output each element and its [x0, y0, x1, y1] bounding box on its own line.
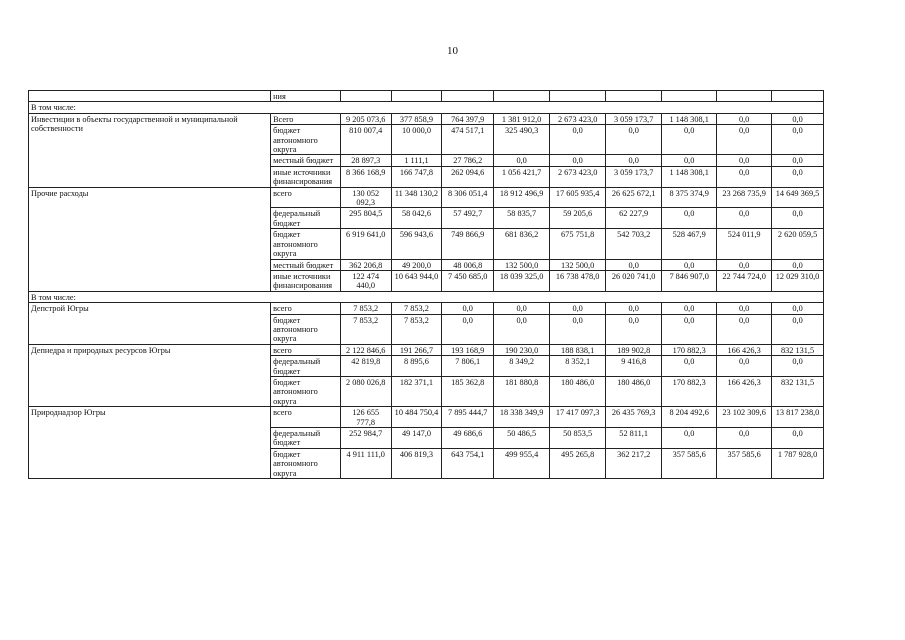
- value-cell: 23 268 735,9: [717, 187, 772, 208]
- value-cell: 7 846 907,0: [662, 270, 717, 291]
- value-cell: 0,0: [772, 314, 824, 344]
- value-cell: 0,0: [717, 303, 772, 314]
- value-cell: 12 029 310,0: [772, 270, 824, 291]
- value-cell: 130 052 092,3: [340, 187, 391, 208]
- value-cell: 9 416,8: [606, 356, 662, 377]
- value-cell: 0,0: [772, 428, 824, 449]
- program-name: Депнедра и природных ресурсов Югры: [29, 344, 271, 406]
- value-cell: 495 265,8: [550, 448, 606, 478]
- value-cell: 189 902,8: [606, 344, 662, 355]
- value-cell: 8 306 051,4: [442, 187, 494, 208]
- value-cell: 170 882,3: [662, 376, 717, 406]
- value-cell: 0,0: [772, 113, 824, 124]
- value-cell: 0,0: [606, 314, 662, 344]
- value-cell: 1 111,1: [391, 155, 442, 166]
- value-cell: 681 836,2: [494, 229, 550, 259]
- value-cell: 16 738 478,0: [550, 270, 606, 291]
- value-cell: 0,0: [494, 303, 550, 314]
- value-cell: 499 955,4: [494, 448, 550, 478]
- value-cell: 0,0: [717, 113, 772, 124]
- value-cell: 357 585,6: [662, 448, 717, 478]
- value-cell: 59 205,6: [550, 208, 606, 229]
- value-cell: 0,0: [550, 125, 606, 155]
- value-cell: 8 366 168,9: [340, 166, 391, 187]
- value-cell: 7 806,1: [442, 356, 494, 377]
- blank-cell: [391, 91, 442, 102]
- value-cell: 50 486,5: [494, 428, 550, 449]
- value-cell: 8 352,1: [550, 356, 606, 377]
- value-cell: 180 486,0: [550, 376, 606, 406]
- value-cell: 50 853,5: [550, 428, 606, 449]
- blank-cell: [29, 91, 271, 102]
- value-cell: 0,0: [550, 303, 606, 314]
- value-cell: 3 059 173,7: [606, 166, 662, 187]
- value-cell: 0,0: [717, 166, 772, 187]
- value-cell: 0,0: [772, 303, 824, 314]
- program-name: Природнадзор Югры: [29, 407, 271, 479]
- value-cell: 7 450 685,0: [442, 270, 494, 291]
- value-cell: 7 853,2: [340, 314, 391, 344]
- value-cell: 22 744 724,0: [717, 270, 772, 291]
- value-cell: 1 381 912,0: [494, 113, 550, 124]
- section-label: В том числе:: [29, 291, 824, 302]
- blank-cell: [550, 91, 606, 102]
- funding-source: федеральный бюджет: [271, 428, 341, 449]
- funding-source: бюджет автономного округа: [271, 376, 341, 406]
- value-cell: 18 039 325,0: [494, 270, 550, 291]
- value-cell: 0,0: [772, 155, 824, 166]
- section-label: В том числе:: [29, 102, 824, 113]
- value-cell: 0,0: [772, 125, 824, 155]
- value-cell: 48 006,8: [442, 259, 494, 270]
- value-cell: 1 148 308,1: [662, 166, 717, 187]
- value-cell: 185 362,8: [442, 376, 494, 406]
- value-cell: 23 102 309,6: [717, 407, 772, 428]
- funding-source: федеральный бюджет: [271, 208, 341, 229]
- value-cell: 0,0: [606, 125, 662, 155]
- value-cell: 0,0: [717, 314, 772, 344]
- value-cell: 26 625 672,1: [606, 187, 662, 208]
- value-cell: 542 703,2: [606, 229, 662, 259]
- value-cell: 357 585,6: [717, 448, 772, 478]
- value-cell: 832 131,5: [772, 344, 824, 355]
- value-cell: 7 895 444,7: [442, 407, 494, 428]
- value-cell: 28 897,3: [340, 155, 391, 166]
- value-cell: 190 230,0: [494, 344, 550, 355]
- value-cell: 0,0: [550, 314, 606, 344]
- value-cell: 2 122 846,6: [340, 344, 391, 355]
- value-cell: 0,0: [662, 314, 717, 344]
- value-cell: 0,0: [662, 208, 717, 229]
- value-cell: 188 838,1: [550, 344, 606, 355]
- value-cell: 0,0: [772, 356, 824, 377]
- value-cell: 193 168,9: [442, 344, 494, 355]
- value-cell: 9 205 073,6: [340, 113, 391, 124]
- funding-source: всего: [271, 303, 341, 314]
- value-cell: 1 148 308,1: [662, 113, 717, 124]
- value-cell: 675 751,8: [550, 229, 606, 259]
- value-cell: 122 474 440,0: [340, 270, 391, 291]
- value-cell: 0,0: [494, 314, 550, 344]
- value-cell: 524 011,9: [717, 229, 772, 259]
- value-cell: 0,0: [662, 155, 717, 166]
- value-cell: 0,0: [717, 356, 772, 377]
- value-cell: 182 371,1: [391, 376, 442, 406]
- value-cell: 596 943,6: [391, 229, 442, 259]
- value-cell: 1 056 421,7: [494, 166, 550, 187]
- blank-cell: [772, 91, 824, 102]
- table-row: [29, 344, 824, 355]
- value-cell: 11 348 130,2: [391, 187, 442, 208]
- funding-source: всего: [271, 344, 341, 355]
- value-cell: 8 204 492,6: [662, 407, 717, 428]
- blank-cell: [606, 91, 662, 102]
- value-cell: 2 673 423,0: [550, 166, 606, 187]
- blank-cell: [717, 91, 772, 102]
- value-cell: 0,0: [717, 259, 772, 270]
- value-cell: 832 131,5: [772, 376, 824, 406]
- value-cell: 191 266,7: [391, 344, 442, 355]
- value-cell: 18 338 349,9: [494, 407, 550, 428]
- funding-source: Всего: [271, 113, 341, 124]
- funding-source: бюджет автономного округа: [271, 125, 341, 155]
- value-cell: 166 426,3: [717, 344, 772, 355]
- blank-cell: [340, 91, 391, 102]
- funding-source: бюджет автономного округа: [271, 448, 341, 478]
- value-cell: 13 817 238,0: [772, 407, 824, 428]
- value-cell: 406 819,3: [391, 448, 442, 478]
- value-cell: 42 819,8: [340, 356, 391, 377]
- value-cell: 0,0: [606, 155, 662, 166]
- value-cell: 27 786,2: [442, 155, 494, 166]
- value-cell: 58 835,7: [494, 208, 550, 229]
- funding-source: местный бюджет: [271, 155, 341, 166]
- value-cell: 57 492,7: [442, 208, 494, 229]
- value-cell: 0,0: [550, 155, 606, 166]
- value-cell: 0,0: [717, 125, 772, 155]
- value-cell: 0,0: [662, 356, 717, 377]
- value-cell: 132 500,0: [494, 259, 550, 270]
- funding-source: всего: [271, 187, 341, 208]
- value-cell: 49 200,0: [391, 259, 442, 270]
- value-cell: 3 059 173,7: [606, 113, 662, 124]
- value-cell: 58 042,6: [391, 208, 442, 229]
- value-cell: 474 517,1: [442, 125, 494, 155]
- program-name: Прочие расходы: [29, 187, 271, 291]
- program-name: Депстрой Югры: [29, 303, 271, 345]
- table-row: [29, 303, 824, 314]
- value-cell: 0,0: [662, 303, 717, 314]
- value-cell: 362 206,8: [340, 259, 391, 270]
- value-cell: 62 227,9: [606, 208, 662, 229]
- value-cell: 0,0: [662, 428, 717, 449]
- blank-cell: [494, 91, 550, 102]
- value-cell: 0,0: [606, 303, 662, 314]
- table-row: [29, 187, 824, 208]
- value-cell: 7 853,2: [391, 314, 442, 344]
- program-name: Инвестиции в объекты государственной и муниципальной собственности: [29, 113, 271, 187]
- value-cell: 0,0: [717, 208, 772, 229]
- value-cell: 528 467,9: [662, 229, 717, 259]
- section-row: [29, 102, 824, 113]
- value-cell: 295 804,5: [340, 208, 391, 229]
- funding-source: всего: [271, 407, 341, 428]
- value-cell: 0,0: [442, 314, 494, 344]
- funding-source: федеральный бюджет: [271, 356, 341, 377]
- table-row: [29, 407, 824, 428]
- value-cell: 0,0: [442, 303, 494, 314]
- value-cell: 10 484 750,4: [391, 407, 442, 428]
- value-cell: 2 673 423,0: [550, 113, 606, 124]
- header-fragment: ния: [271, 91, 341, 102]
- funding-source: иные источники финансирования: [271, 270, 341, 291]
- value-cell: 0,0: [772, 208, 824, 229]
- value-cell: 26 435 769,3: [606, 407, 662, 428]
- value-cell: 17 605 935,4: [550, 187, 606, 208]
- value-cell: 8 349,2: [494, 356, 550, 377]
- value-cell: 126 655 777,8: [340, 407, 391, 428]
- value-cell: 0,0: [662, 259, 717, 270]
- value-cell: 170 882,3: [662, 344, 717, 355]
- value-cell: 7 853,2: [391, 303, 442, 314]
- funding-source: бюджет автономного округа: [271, 314, 341, 344]
- value-cell: 749 866,9: [442, 229, 494, 259]
- value-cell: 2 620 059,5: [772, 229, 824, 259]
- value-cell: 643 754,1: [442, 448, 494, 478]
- blank-cell: [442, 91, 494, 102]
- value-cell: 181 880,8: [494, 376, 550, 406]
- value-cell: 132 500,0: [550, 259, 606, 270]
- section-row: [29, 291, 824, 302]
- funding-source: местный бюджет: [271, 259, 341, 270]
- value-cell: 0,0: [717, 155, 772, 166]
- value-cell: 1 787 928,0: [772, 448, 824, 478]
- value-cell: 8 895,6: [391, 356, 442, 377]
- page-number: 10: [447, 45, 458, 57]
- budget-table: [28, 90, 824, 479]
- funding-source: бюджет автономного округа: [271, 229, 341, 259]
- blank-cell: [662, 91, 717, 102]
- value-cell: 0,0: [494, 155, 550, 166]
- value-cell: 262 094,6: [442, 166, 494, 187]
- value-cell: 4 911 111,0: [340, 448, 391, 478]
- value-cell: 0,0: [772, 166, 824, 187]
- value-cell: 166 426,3: [717, 376, 772, 406]
- value-cell: 26 020 741,0: [606, 270, 662, 291]
- value-cell: 252 984,7: [340, 428, 391, 449]
- value-cell: 166 747,8: [391, 166, 442, 187]
- value-cell: 6 919 641,0: [340, 229, 391, 259]
- value-cell: 0,0: [717, 428, 772, 449]
- value-cell: 2 080 026,8: [340, 376, 391, 406]
- value-cell: 180 486,0: [606, 376, 662, 406]
- value-cell: 7 853,2: [340, 303, 391, 314]
- value-cell: 10 000,0: [391, 125, 442, 155]
- header-fragment-row: [29, 91, 824, 102]
- value-cell: 810 007,4: [340, 125, 391, 155]
- value-cell: 0,0: [606, 259, 662, 270]
- value-cell: 0,0: [662, 125, 717, 155]
- value-cell: 52 811,1: [606, 428, 662, 449]
- value-cell: 17 417 097,3: [550, 407, 606, 428]
- value-cell: 764 397,9: [442, 113, 494, 124]
- value-cell: 325 490,3: [494, 125, 550, 155]
- value-cell: 49 147,0: [391, 428, 442, 449]
- value-cell: 377 858,9: [391, 113, 442, 124]
- funding-source: иные источники финансирования: [271, 166, 341, 187]
- value-cell: 49 686,6: [442, 428, 494, 449]
- value-cell: 18 912 496,9: [494, 187, 550, 208]
- value-cell: 10 643 944,0: [391, 270, 442, 291]
- value-cell: 8 375 374,9: [662, 187, 717, 208]
- value-cell: 14 649 369,5: [772, 187, 824, 208]
- value-cell: 0,0: [772, 259, 824, 270]
- value-cell: 362 217,2: [606, 448, 662, 478]
- table-row: [29, 113, 824, 124]
